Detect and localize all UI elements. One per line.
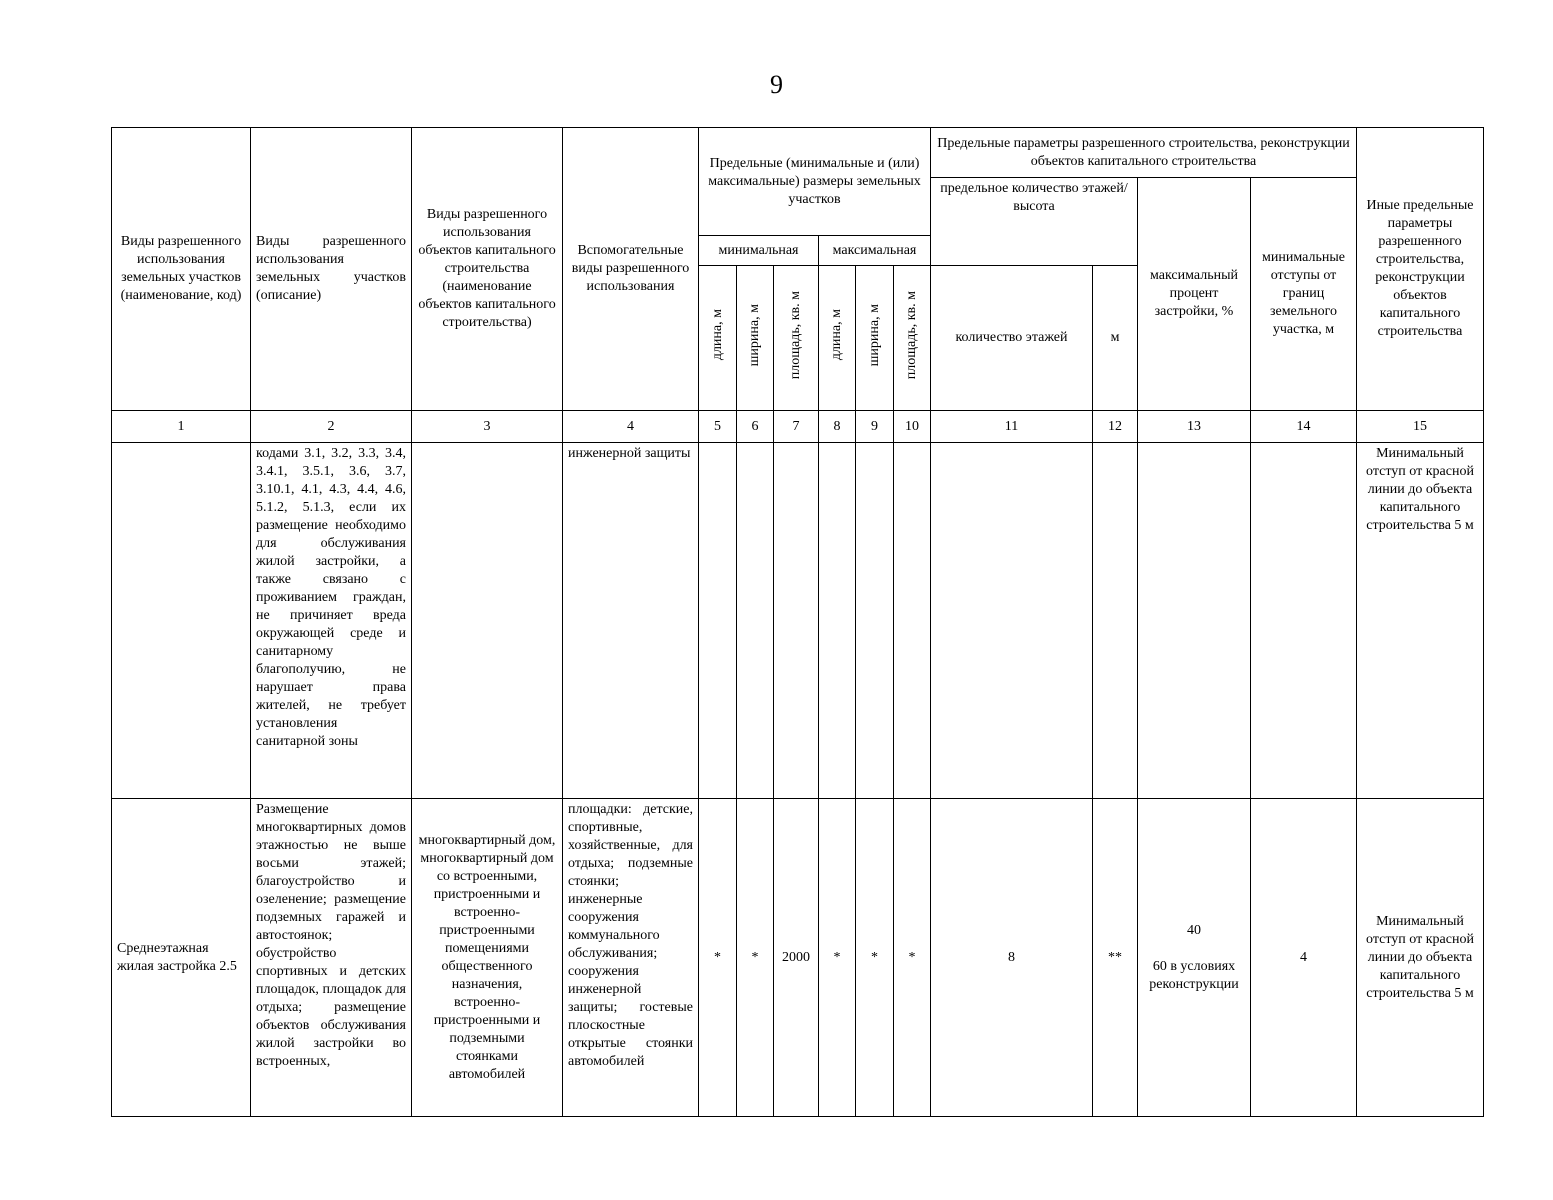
header-col1: Виды разрешенного использования земельных участков (наименование, код) xyxy=(112,128,251,411)
row1-col15: Минимальный отступ от красной линии до объекта капитального строительства 5 м xyxy=(1357,443,1484,799)
header-col4: Вспомогательные виды разрешенного использования xyxy=(563,128,699,411)
row2-col5: * xyxy=(699,799,737,1117)
row2-col3: многоквартирный дом, многоквартирный дом со встроенными, пристроенными и встроенно-пристроенными помещениями общественного назначения, встроенно-пристроенными и подземными стоянками автомобилей xyxy=(412,799,563,1117)
header-max-percent: максимальный процент застройки, % xyxy=(1138,178,1251,411)
table-row xyxy=(112,443,1484,799)
column-number: 14 xyxy=(1251,411,1357,443)
column-number: 15 xyxy=(1357,411,1484,443)
header-max-area: площадь, кв. м xyxy=(894,266,931,411)
row2-col10: * xyxy=(894,799,931,1117)
header-col3: Виды разрешенного использования объектов капитального строительства (наименование объектов капитального строительства) xyxy=(412,128,563,411)
header-col2: Виды разрешенного использования земельных участков (описание) xyxy=(251,128,412,411)
max-percent-value: 40 xyxy=(1187,922,1201,938)
row2-col6: * xyxy=(737,799,774,1117)
row2-col11: 8 xyxy=(931,799,1093,1117)
column-number: 5 xyxy=(699,411,737,443)
column-number: 1 xyxy=(112,411,251,443)
header-min-width: ширина, м xyxy=(737,266,774,411)
header-sizes-group: Предельные (минимальные и (или) максимальные) размеры земельных участков xyxy=(699,128,931,236)
row1-col4: инженерной защиты xyxy=(563,443,699,799)
row2-col4: площадки: детские, спортивные, хозяйственные, для отдыха; подземные стоянки; инженерные сооружения коммунального обслуживания; сооружения инженерной защиты; гостевые плоскостные открытые стоянки автомобилей xyxy=(563,799,699,1117)
row2-col7: 2000 xyxy=(774,799,819,1117)
row2-col1: Среднеэтажная жилая застройка 2.5 xyxy=(112,799,251,1117)
row1-col3 xyxy=(412,443,563,799)
header-max-width: ширина, м xyxy=(856,266,894,411)
header-min-length: длина, м xyxy=(699,266,737,411)
column-number: 3 xyxy=(412,411,563,443)
column-number: 7 xyxy=(774,411,819,443)
column-number: 4 xyxy=(563,411,699,443)
row1-col2: кодами 3.1, 3.2, 3.3, 3.4, 3.4.1, 3.5.1, 3.6, 3.7, 3.10.1, 4.1, 4.3, 4.4, 4.6, 5.1.2, 5.1.3, если их размещение необходимо для обслуживания жилой застройки, а также связано с проживанием граждан, не причиняет вреда окружающей среде и санитарному благополучию, не нарушает права жителей, не требует установления санитарной зоны xyxy=(251,443,412,799)
column-number: 10 xyxy=(894,411,931,443)
column-number: 2 xyxy=(251,411,412,443)
row1-col1 xyxy=(112,443,251,799)
header-meters: м xyxy=(1093,266,1138,411)
column-number: 13 xyxy=(1138,411,1251,443)
regulations-table xyxy=(111,127,1484,1117)
row2-col12: ** xyxy=(1093,799,1138,1117)
header-min-setbacks: минимальные отступы от границ земельного участка, м xyxy=(1251,178,1357,411)
header-floors-group: предельное количество этажей/высота xyxy=(931,178,1138,266)
column-numbers-row xyxy=(112,411,1484,443)
column-number: 8 xyxy=(819,411,856,443)
column-number: 9 xyxy=(856,411,894,443)
header-max-length: длина, м xyxy=(819,266,856,411)
row2-col14: 4 xyxy=(1251,799,1357,1117)
row2-col8: * xyxy=(819,799,856,1117)
row2-col15: Минимальный отступ от красной линии до объекта капитального строительства 5 м xyxy=(1357,799,1484,1117)
table-row xyxy=(112,799,1484,1117)
column-number: 6 xyxy=(737,411,774,443)
column-number: 11 xyxy=(931,411,1093,443)
row2-col9: * xyxy=(856,799,894,1117)
header-params-group: Предельные параметры разрешенного строительства, реконструкции объектов капитального строительства xyxy=(931,128,1357,178)
header-floors-count: количество этажей xyxy=(931,266,1093,411)
header-row-1 xyxy=(112,128,1484,178)
header-max-group: максимальная xyxy=(819,236,931,266)
column-number: 12 xyxy=(1093,411,1138,443)
header-other-params: Иные предельные параметры разрешенного строительства, реконструкции объектов капитального строительства xyxy=(1357,128,1484,411)
row2-col13 xyxy=(1138,799,1251,1117)
header-min-area: площадь, кв. м xyxy=(774,266,819,411)
header-min-group: минимальная xyxy=(699,236,819,266)
max-percent-note: 60 в условиях реконструкции xyxy=(1149,958,1239,992)
page-number: 9 xyxy=(770,70,783,99)
row2-col2: Размещение многоквартирных домов этажностью не выше восьми этажей; благоустройство и озеленение; размещение подземных гаражей и автостоянок; обустройство спортивных и детских площадок, площадок для отдыха; размещение объектов обслуживания жилой застройки во встроенных, xyxy=(251,799,412,1117)
